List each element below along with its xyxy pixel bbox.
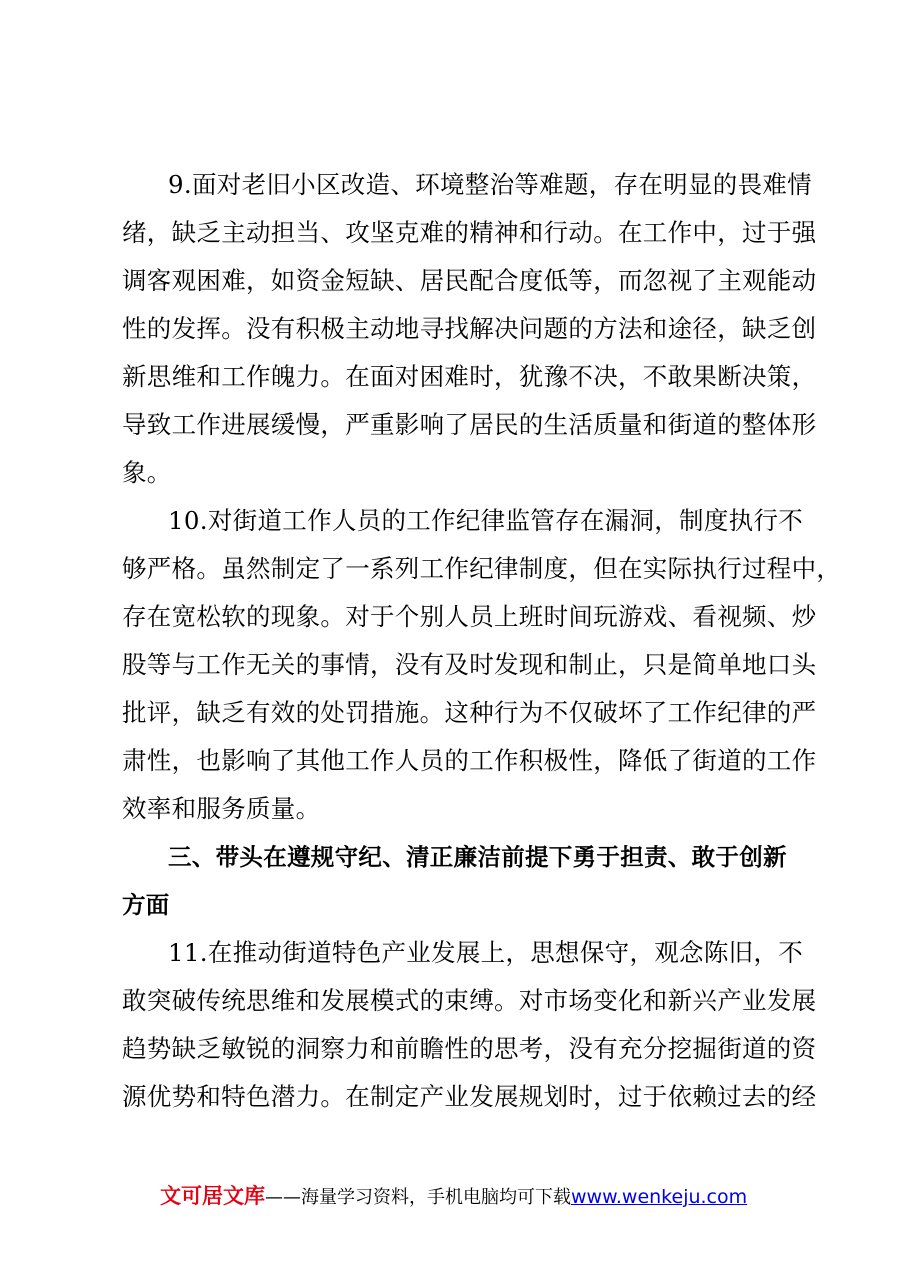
footer-link[interactable]: www.wenkeju.com (571, 1186, 748, 1208)
text-line: 效率和服务质量。 (122, 794, 321, 823)
text-line: 批评，缺乏有效的处罚措施。这种行为不仅破坏了工作纪律的严 (122, 698, 817, 727)
text-line: 够严格。虽然制定了一系列工作纪律制度，但在实际执行过程中， (122, 554, 842, 583)
text-line: 存在宽松软的现象。对于个别人员上班时间玩游戏、看视频、炒 (122, 602, 817, 631)
text-line: 调客观困难，如资金短缺、居民配合度低等，而忽视了主观能动 (122, 266, 817, 295)
footer-brand: 文可居文库 (160, 1184, 265, 1208)
section-heading: 三、带头在遵规守纪、清正廉洁前提下勇于担责、敢于创新 (168, 843, 787, 871)
text-line: 趋势缺乏敏锐的洞察力和前瞻性的思考，没有充分挖掘街道的资 (122, 1034, 817, 1063)
text-line: 肃性，也影响了其他工作人员的工作积极性，降低了街道的工作 (122, 746, 817, 775)
text-line: 股等与工作无关的事情，没有及时发现和制止，只是简单地口头 (122, 650, 817, 679)
footer (160, 1182, 747, 1212)
text-line: 10.对街道工作人员的工作纪律监管存在漏洞，制度执行不 (168, 506, 804, 535)
text-line: 象。 (122, 458, 172, 487)
text-line: 新思维和工作魄力。在面对困难时，犹豫不决，不敢果断决策， (122, 362, 817, 391)
section-heading: 方面 (122, 891, 170, 919)
text-line: 9.面对老旧小区改造、环境整治等难题，存在明显的畏难情 (168, 170, 812, 199)
text-line: 性的发挥。没有积极主动地寻找解决问题的方法和途径，缺乏创 (122, 314, 817, 343)
text-line: 绪，缺乏主动担当、攻坚克难的精神和行动。在工作中，过于强 (122, 218, 817, 247)
text-line: 敢突破传统思维和发展模式的束缚。对市场变化和新兴产业发展 (122, 986, 817, 1015)
text-line: 11.在推动街道特色产业发展上，思想保守，观念陈旧，不 (168, 938, 804, 967)
text-line: 导致工作进展缓慢，严重影响了居民的生活质量和街道的整体形 (122, 410, 817, 439)
footer-slogan: ——海量学习资料，手机电脑均可下载 (265, 1187, 571, 1208)
text-line: 源优势和特色潜力。在制定产业发展规划时，过于依赖过去的经 (122, 1082, 817, 1111)
